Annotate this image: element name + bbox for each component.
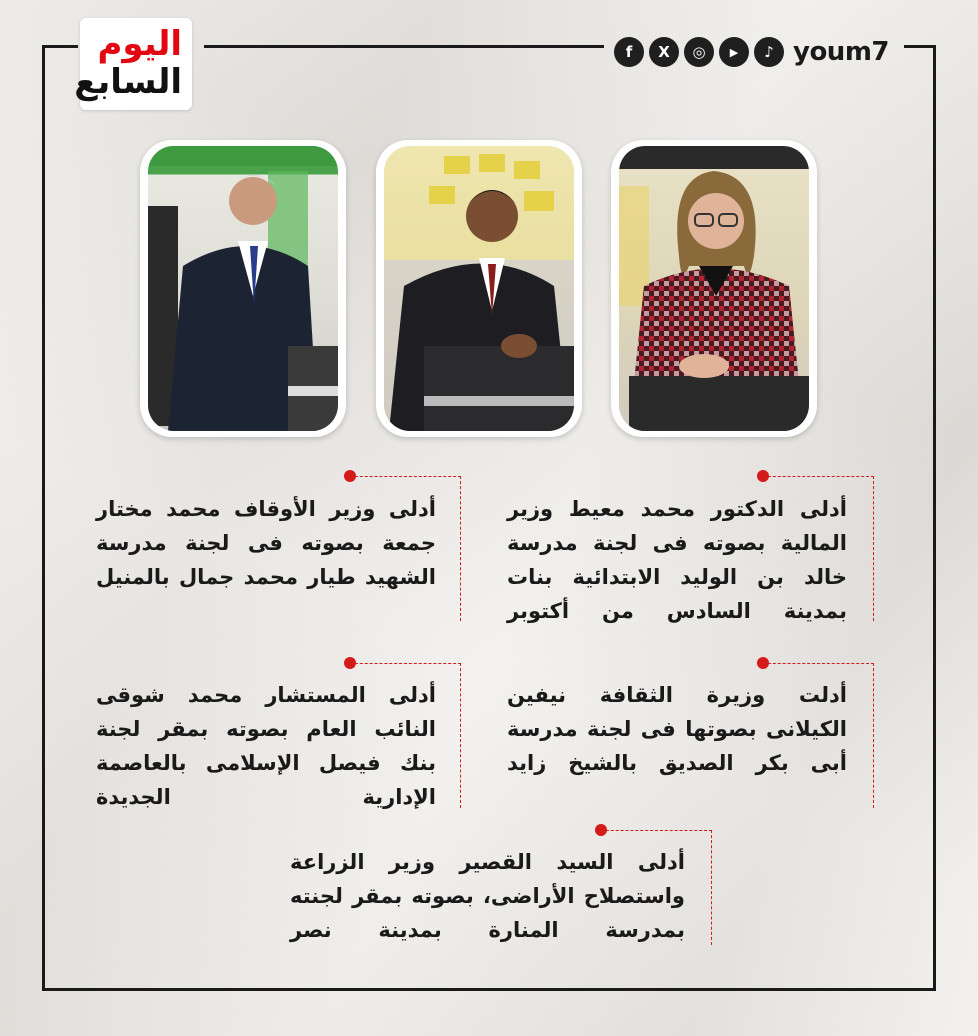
frame-top-left <box>42 45 78 48</box>
photo-finance-minister <box>376 140 582 437</box>
brand-handle: youm7 <box>793 37 890 67</box>
caption-marker-dot <box>595 824 607 836</box>
photo-agriculture-minister <box>140 140 346 437</box>
frame-right <box>933 45 936 990</box>
frame-bottom <box>42 988 936 991</box>
youtube-icon[interactable]: ▶ <box>719 37 749 67</box>
tiktok-icon[interactable]: ♪ <box>754 37 784 67</box>
caption-marker-dot <box>344 470 356 482</box>
frame-top-right <box>904 45 936 48</box>
instagram-icon[interactable]: ◎ <box>684 37 714 67</box>
logo-text-bottom: السابع <box>74 62 182 102</box>
voter-illustration <box>384 146 574 431</box>
voter-illustration <box>619 146 809 431</box>
x-icon[interactable]: X <box>649 37 679 67</box>
caption-awqaf-minister: أدلى وزير الأوقاف محمد مختار جمعة بصوته فى لجنة مدرسة الشهيد طيار محمد جمال بالمنيل <box>96 497 436 589</box>
caption-marker-dot <box>344 657 356 669</box>
youm7-logo[interactable] <box>74 18 192 110</box>
caption-attorney-general: أدلى المستشار محمد شوقى النائب العام بصوته بمقر لجنة بنك فيصل الإسلامى بالعاصمة الإدارية الجديدة <box>96 683 436 809</box>
photo-culture-minister <box>611 140 817 437</box>
social-bar <box>614 36 889 68</box>
voter-illustration <box>148 146 338 431</box>
facebook-icon[interactable]: f <box>614 37 644 67</box>
frame-left <box>42 45 45 990</box>
frame-top-middle <box>204 45 604 48</box>
caption-marker-dot <box>757 657 769 669</box>
caption-agriculture-minister: أدلى السيد القصير وزير الزراعة واستصلاح الأراضى، بصوته بمقر لجنته بمدرسة المنارة بمدينة نصر <box>290 850 685 942</box>
logo-text-top: اليوم <box>97 24 182 64</box>
caption-marker-dot <box>757 470 769 482</box>
caption-culture-minister: أدلت وزيرة الثقافة نيفين الكيلانى بصوتها فى لجنة مدرسة أبى بكر الصديق بالشيخ زايد <box>507 683 847 775</box>
caption-finance-minister: أدلى الدكتور محمد معيط وزير المالية بصوته فى لجنة مدرسة خالد بن الوليد الابتدائية بنات بمدينة السادس من أكتوبر <box>507 497 847 623</box>
